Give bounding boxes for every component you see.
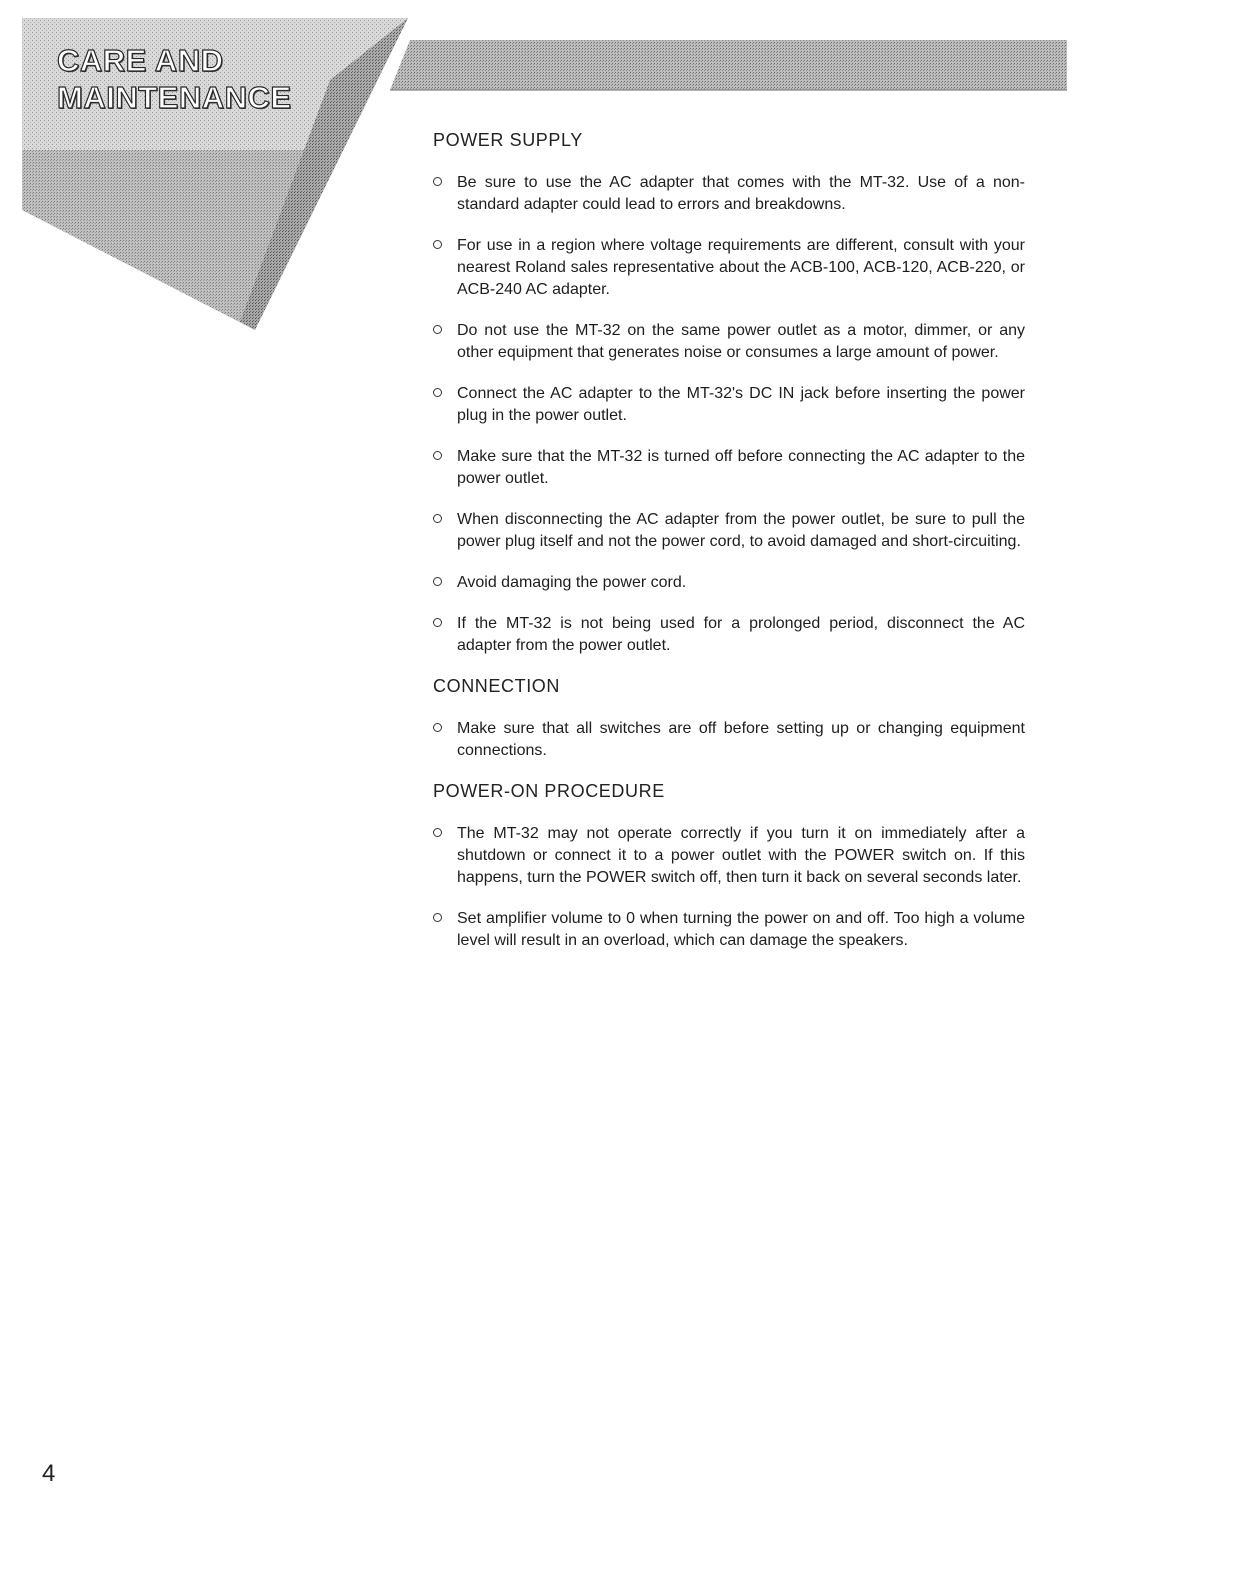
page-number: 4 [42,1460,56,1487]
circle-bullet-icon [433,828,442,837]
list-item [425,572,1025,594]
circle-bullet-icon [433,618,442,627]
page-title-line-1: CARE AND [57,43,224,78]
list-item-text: Make sure that the MT-32 is turned off before connecting the AC adapter to the power outlet. [457,448,1025,487]
list-item [425,718,1025,762]
circle-bullet-icon [433,514,442,523]
section-heading: POWER SUPPLY [433,130,583,150]
section-power-on-procedure [425,781,1025,952]
list-item [425,320,1025,364]
list-item-text: The MT-32 may not operate correctly if you turn it on immediately after a shutdown or connect it to a power outlet with the POWER switch on. If this happens, turn the POWER switch off, then turn it back on several seconds later. [457,825,1025,886]
list-item-text: For use in a region where voltage requirements are different, consult with your nearest Roland sales representative about the ACB-100, ACB-120, ACB-220, or ACB-240 AC adapter. [457,237,1025,298]
header-band [390,40,1067,90]
circle-bullet-icon [433,388,442,397]
list-item [425,235,1025,301]
list-item-text: Set amplifier volume to 0 when turning the power on and off. Too high a volume level will result in an overload, which can damage the speakers. [457,910,1025,949]
section-heading: CONNECTION [433,676,560,696]
section-power-supply [425,130,1025,657]
circle-bullet-icon [433,723,442,732]
section-heading: POWER-ON PROCEDURE [433,781,665,801]
list-item [425,908,1025,952]
list-item-text: Make sure that all switches are off before setting up or changing equipment connections. [457,720,1025,759]
page-title-line-2: MAINTENANCE [57,80,292,115]
list-item [425,613,1025,657]
circle-bullet-icon [433,240,442,249]
circle-bullet-icon [433,325,442,334]
circle-bullet-icon [433,913,442,922]
list-item-text: When disconnecting the AC adapter from the power outlet, be sure to pull the power plug itself and not the power cord, to avoid damaged and short-circuiting. [457,511,1025,550]
circle-bullet-icon [433,577,442,586]
list-item [425,172,1025,216]
list-item [425,446,1025,490]
list-item [425,509,1025,553]
page-title [57,42,292,116]
list-item-text: Do not use the MT-32 on the same power outlet as a motor, dimmer, or any other equipment that generates noise or consumes a large amount of power. [457,322,1025,361]
list-item [425,823,1025,889]
list-item-text: Avoid damaging the power cord. [457,574,687,591]
list-item [425,383,1025,427]
list-item-text: If the MT-32 is not being used for a prolonged period, disconnect the AC adapter from the power outlet. [457,615,1025,654]
section-connection [425,676,1025,762]
list-item-text: Be sure to use the AC adapter that comes with the MT-32. Use of a non-standard adapter could lead to errors and breakdowns. [457,174,1025,213]
circle-bullet-icon [433,177,442,186]
circle-bullet-icon [433,451,442,460]
list-item-text: Connect the AC adapter to the MT-32's DC IN jack before inserting the power plug in the power outlet. [457,385,1025,424]
content-column [425,130,1025,971]
